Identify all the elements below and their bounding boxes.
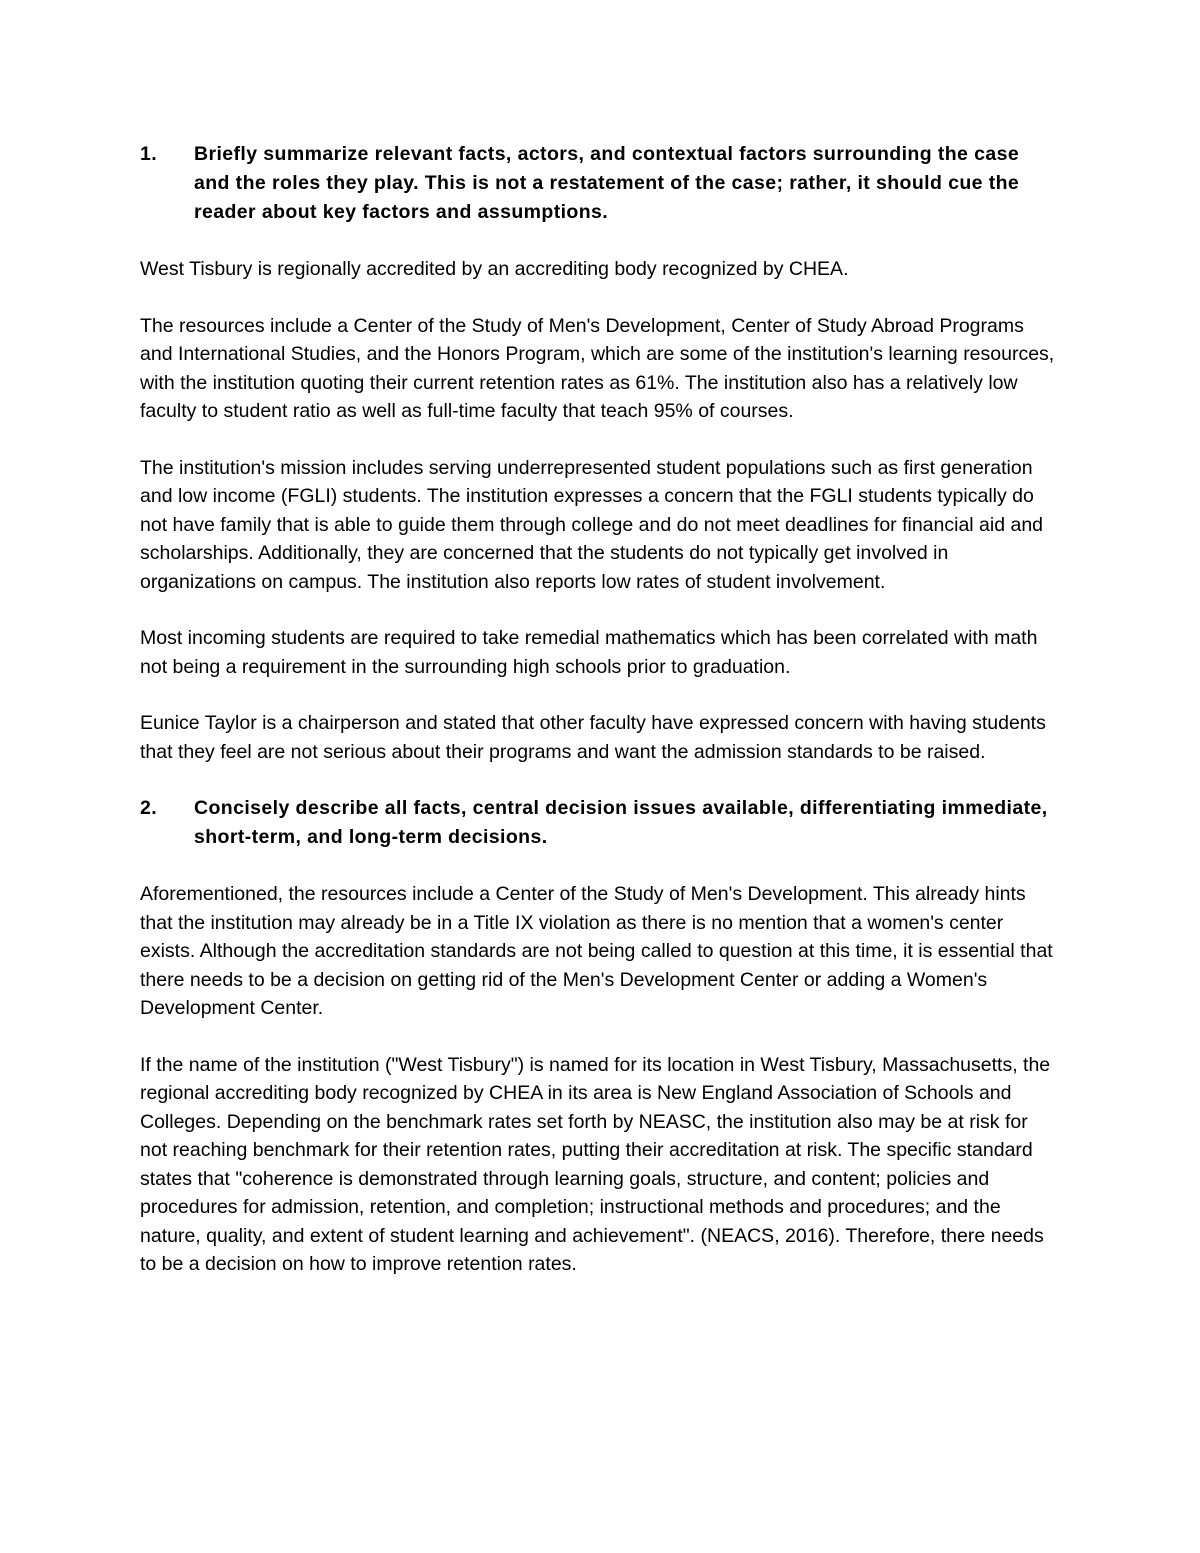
- section-2-paragraph-1: Aforementioned, the resources include a Center of the Study of Men's Development. This already hints that the institution may already be in a Title IX violation as there is no mention that a women's center exists. Although the accreditation standards are not being called to question at this time, it is essential that there needs to be a decision on getting rid of the Men's Development Center or adding a Women's Development Center.: [140, 883, 1053, 1019]
- section-2-heading: [140, 794, 1060, 852]
- section-2-number: 2.: [140, 797, 158, 819]
- section-2-heading-text: Concisely describe all facts, central decision issues available, differentiating immediate, short-term, and long-term decisions.: [194, 797, 1048, 848]
- section-1-paragraph-2: The resources include a Center of the Study of Men's Development, Center of Study Abroad Programs and International Studies, and the Honors Program, which are some of the institution's learning resources, with the institution quoting their current retention rates as 61%. The institution also has a relatively low faculty to student ratio as well as full-time faculty that teach 95% of courses.: [140, 314, 1055, 422]
- section-2-paragraph-2: If the name of the institution ("West Tisbury") is named for its location in West Tisbury, Massachusetts, the regional accrediting body recognized by CHEA in its area is New England Association of Schools and Colleges. Depending on the benchmark rates set forth by NEASC, the institution also may be at risk for not reaching benchmark for their retention rates, putting their accreditation at risk. The specific standard states that "coherence is demonstrated through learning goals, structure, and content; policies and procedures for admission, retention, and completion; instructional methods and procedures; and the nature, quality, and extent of student learning and achievement". (NEACS, 2016). Therefore, there needs to be a decision on how to improve retention rates.: [140, 1053, 1051, 1275]
- section-1-paragraph-3: The institution's mission includes serving underrepresented student populations such as first generation and low income (FGLI) students. The institution expresses a concern that the FGLI students typically do not have family that is able to guide them through college and do not meet deadlines for financial aid and scholarships. Additionally, they are concerned that the students do not typically get involved in organizations on campus. The institution also reports low rates of student involvement.: [140, 456, 1044, 593]
- section-1-heading: [140, 140, 1060, 227]
- section-1-paragraph-5: Eunice Taylor is a chairperson and stated that other faculty have expressed concern with having students that they feel are not serious about their programs and want the admission standards to be raised.: [140, 712, 1046, 763]
- section-1-heading-text: Briefly summarize relevant facts, actors, and contextual factors surrounding the case and the roles they play. This is not a restatement of the case; rather, it should cue the reader about key factors and assumptions.: [194, 143, 1020, 223]
- section-1-number: 1.: [140, 143, 158, 165]
- section-1-paragraph-4: Most incoming students are required to take remedial mathematics which has been correlated with math not being a requirement in the surrounding high schools prior to graduation.: [140, 627, 1038, 678]
- section-1-paragraph-1: West Tisbury is regionally accredited by an accrediting body recognized by CHEA.: [140, 258, 849, 280]
- document-body: [140, 140, 1060, 1279]
